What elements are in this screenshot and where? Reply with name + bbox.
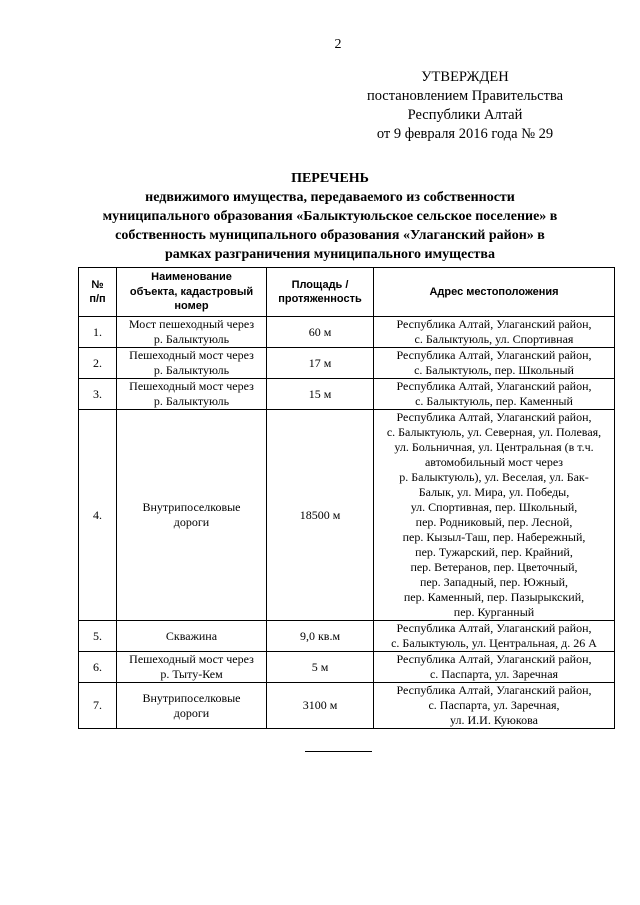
approval-line: Республики Алтай <box>407 107 523 123</box>
row-address: Республика Алтай, Улаганский район, с. Балыктуюль, ул. Центральная, д. 26 А <box>374 621 615 652</box>
approval-block <box>340 68 590 144</box>
row-address: Республика Алтай, Улаганский район, с. Балыктуюль, ул. Спортивная <box>374 317 615 348</box>
row-number: 5. <box>79 621 117 652</box>
approval-line: постановлением Правительства <box>366 88 564 104</box>
row-address: Республика Алтай, Улаганский район, с. Балыктуюль, ул. Северная, ул. Полевая, ул. Больничная, ул. Центральная (в т.ч. автомобильный мост через р. Балыктуюль), ул. Веселая, ул. Бак- Балык, ул. Мира, ул. Победы, ул. Спортивная, пер. Школьный, пер. Родниковый, пер. Лесной, пер. Кызыл-Таш, пер. Набережный, пер. Тужарский, пер. Крайний, пер. Ветеранов, пер. Цветочный, пер. Западный, пер. Южный, пер. Каменный, пер. Пазырыкский, пер. Курганный <box>374 410 615 621</box>
header-address: Адрес местоположения <box>374 268 615 317</box>
row-object-name: Пешеходный мост через р. Балыктуюль <box>117 348 267 379</box>
row-address: Республика Алтай, Улаганский район, с. Паспарта, ул. Заречная, ул. И.И. Куюкова <box>374 683 615 729</box>
row-object-name: Скважина <box>117 621 267 652</box>
closing-line <box>305 751 372 752</box>
row-address: Республика Алтай, Улаганский район, с. Балыктуюль, пер. Каменный <box>374 379 615 410</box>
table-row <box>79 410 615 621</box>
row-object-name: Внутрипоселковые дороги <box>117 410 267 621</box>
row-number: 1. <box>79 317 117 348</box>
row-area: 5 м <box>267 652 374 683</box>
row-object-name: Пешеходный мост через р. Балыктуюль <box>117 379 267 410</box>
heading-line: собственность муниципального образования «Улаганский район» в <box>115 228 545 243</box>
row-number: 4. <box>79 410 117 621</box>
row-number: 6. <box>79 652 117 683</box>
table-row <box>79 621 615 652</box>
table-row <box>79 348 615 379</box>
row-address: Республика Алтай, Улаганский район, с. Балыктуюль, пер. Школьный <box>374 348 615 379</box>
row-area: 17 м <box>267 348 374 379</box>
table-row <box>79 683 615 729</box>
approval-line: УТВЕРЖДЕН <box>421 69 509 85</box>
table-row <box>79 652 615 683</box>
property-table <box>78 267 615 729</box>
approval-line: от 9 февраля 2016 года № 29 <box>376 126 554 142</box>
row-area: 3100 м <box>267 683 374 729</box>
header-area: Площадь / протяженность <box>267 268 374 317</box>
row-object-name: Внутрипоселковые дороги <box>117 683 267 729</box>
row-area: 9,0 кв.м <box>267 621 374 652</box>
row-number: 3. <box>79 379 117 410</box>
row-area: 60 м <box>267 317 374 348</box>
row-area: 18500 м <box>267 410 374 621</box>
row-object-name: Пешеходный мост через р. Тыту-Кем <box>117 652 267 683</box>
document-heading <box>70 169 590 264</box>
row-number: 2. <box>79 348 117 379</box>
page-number: 2 <box>334 37 342 52</box>
table-row <box>79 317 615 348</box>
heading-line: недвижимого имущества, передаваемого из собственности <box>145 190 515 205</box>
row-address: Республика Алтай, Улаганский район, с. Паспарта, ул. Заречная <box>374 652 615 683</box>
heading-line: рамках разграничения муниципального имущества <box>165 247 495 262</box>
header-number: № п/п <box>79 268 117 317</box>
heading-line: муниципального образования «Балыктуюльское сельское поселение» в <box>102 209 558 224</box>
table-row <box>79 379 615 410</box>
row-object-name: Мост пешеходный через р. Балыктуюль <box>117 317 267 348</box>
row-area: 15 м <box>267 379 374 410</box>
row-number: 7. <box>79 683 117 729</box>
table-header-row <box>79 268 615 317</box>
heading-line: ПЕРЕЧЕНЬ <box>291 171 369 186</box>
header-name: Наименование объекта, кадастровый номер <box>117 268 267 317</box>
